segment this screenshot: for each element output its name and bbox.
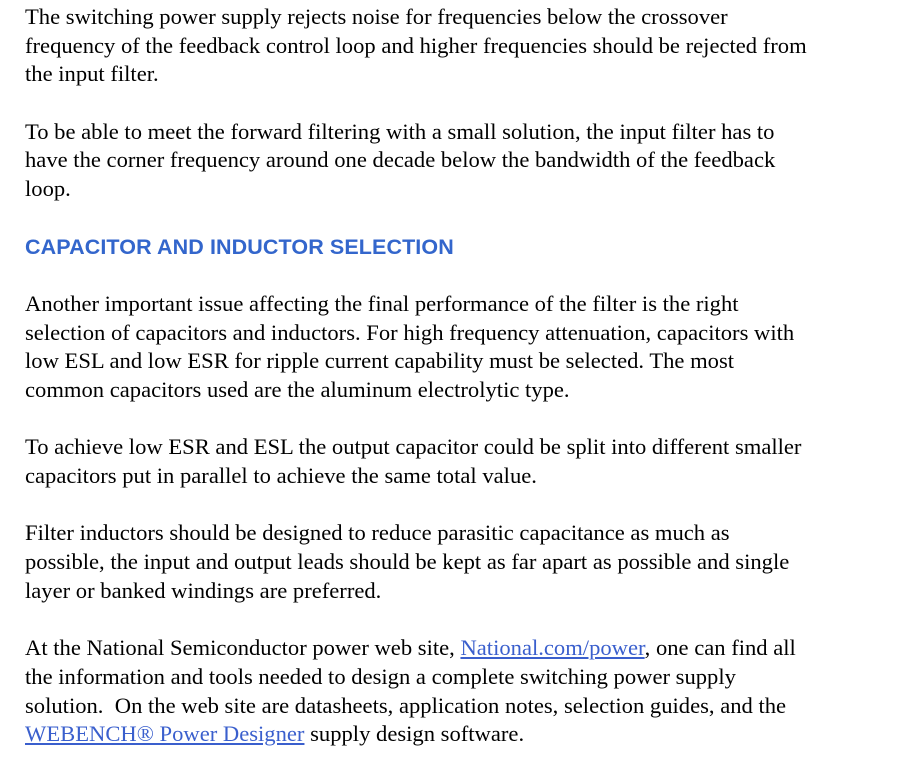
text-line: capacitors put in parallel to achieve the same total value.	[25, 463, 537, 488]
text-line: The switching power supply rejects noise for frequencies below the crossover	[25, 4, 728, 29]
text-line: solution. On the web site are datasheets, application notes, selection guides, and the	[25, 692, 787, 718]
text-line: have the corner frequency around one decade below the bandwidth of the feedback	[25, 147, 776, 173]
text-line: To be able to meet the forward filtering with a small solution, the input filter has to	[25, 118, 775, 144]
paragraph-filter-inductors	[25, 519, 905, 605]
paragraph-capacitor-split	[25, 433, 905, 490]
text-line: To achieve low ESR and ESL the output capacitor could be split into different smaller	[25, 434, 802, 460]
text-line: frequency of the feedback control loop and higher frequencies should be rejected from	[25, 32, 807, 58]
text-line: the information and tools needed to design a complete switching power supply	[25, 663, 736, 689]
national-power-link[interactable]: National.com/power	[460, 635, 645, 661]
text-line: layer or banked windings are preferred.	[25, 577, 382, 603]
text-segment: At the National Semiconductor power web site,	[25, 635, 461, 661]
paragraph-forward-filtering	[25, 118, 905, 204]
text-line: Filter inductors should be designed to reduce parasitic capacitance as much as	[25, 520, 730, 546]
paragraph-noise-rejection	[25, 3, 905, 89]
text-segment: supply design software.	[304, 721, 525, 747]
document-page	[25, 3, 905, 749]
webench-link[interactable]: WEBENCH® Power Designer	[25, 721, 305, 747]
text-line	[25, 634, 905, 663]
text-line: selection of capacitors and inductors. For high frequency attenuation, capacitors with	[25, 319, 795, 345]
text-line: possible, the input and output leads should be kept as far apart as possible and single	[25, 549, 790, 575]
text-line: Another important issue affecting the final performance of the filter is the right	[25, 290, 739, 316]
paragraph-component-selection	[25, 290, 905, 405]
text-line: loop.	[25, 176, 71, 202]
text-segment: , one can find all	[644, 635, 796, 661]
text-line: low ESL and low ESR for ripple current capability must be selected. The most	[25, 348, 735, 374]
text-line: common capacitors used are the aluminum electrolytic type.	[25, 376, 570, 402]
text-line: the input filter.	[25, 61, 159, 87]
paragraph-web-resources	[25, 634, 905, 749]
text-line	[25, 720, 905, 749]
section-heading: CAPACITOR AND INDUCTOR SELECTION	[25, 234, 454, 259]
